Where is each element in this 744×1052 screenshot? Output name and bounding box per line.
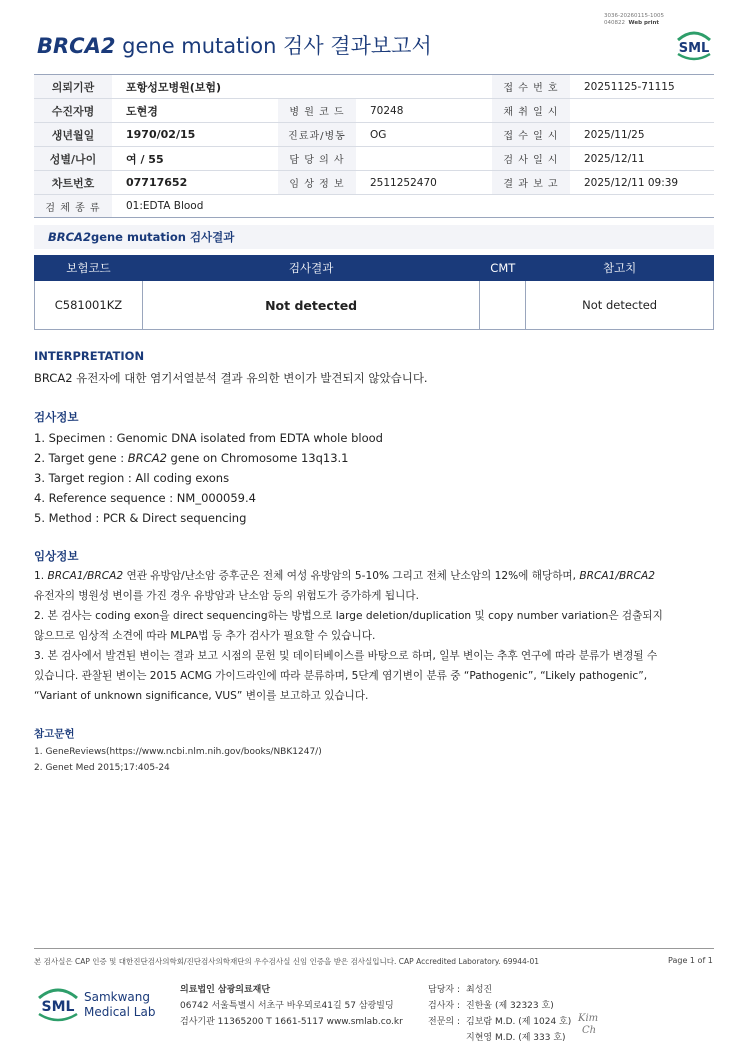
org-name: 의료법인 삼광의료재단 [180,985,271,995]
info-row [34,123,714,147]
info-label: 수진자명 [34,99,112,122]
document-code-line2: 040822 Web print [604,20,660,26]
signature-ch: Ch [582,1025,597,1036]
info-label: 결 과 보 고 [492,171,570,194]
signature [578,1013,598,1037]
list-item: 1. GeneReviews(https://www.ncbi.nlm.nih.gov/books/NBK1247/) [34,747,322,757]
info-label: 접 수 일 시 [492,123,570,146]
column-header: CMT [480,256,526,281]
staff-row: 검사자 : 진한울 (제 32323 호) [428,1001,554,1011]
clinical-heading: 임상정보 [34,549,79,563]
reference-cell: Not detected [526,281,714,330]
paragraph-line: 않으므로 임상적 소견에 따라 MLPA법 등 추가 검사가 필요할 수 있습니다. [34,630,376,642]
info-value: 여 / 55 [126,152,164,166]
paragraph-line: “Variant of unknown significance, VUS” 변이를 보고하고 있습니다. [34,690,369,702]
info-value: OG [370,128,387,141]
sml-logo [672,24,716,64]
result-section-gene: BRCA2 [48,230,91,244]
list-item: 2. Target gene : BRCA2 gene on Chromosome 13q13.1 [34,451,349,465]
info-label: 진료과/병동 [278,123,356,146]
info-label: 병 원 코 드 [278,99,356,122]
info-value: 도현경 [126,104,158,118]
list-item: 2. Genet Med 2015;17:405-24 [34,763,170,773]
info-row [34,147,714,171]
paragraph-line: 3. 본 검사에서 발견된 변이는 결과 보고 시점의 문헌 및 데이터베이스를 바탕으로 하며, 일부 변이는 추후 연구에 따라 분류가 변경될 수 [34,650,658,662]
paragraph-line: 유전자의 병원성 변이를 가진 경우 유방암과 난소암 등의 위험도가 증가하게 됩니다. [34,590,419,602]
column-header: 보험코드 [35,256,143,281]
cmt-cell [480,281,526,330]
column-header: 검사결과 [142,256,479,281]
info-value: 2511252470 [370,176,437,189]
insurance-code-cell: C581001KZ [35,281,143,330]
references-heading: 참고문헌 [34,728,75,740]
title-gene: BRCA2 [37,34,116,58]
result-table-header [35,256,714,281]
result-section-title [34,225,714,249]
specimen-value: 01:EDTA Blood [126,200,204,212]
test-info-list [34,428,383,528]
info-value: 2025/11/25 [584,128,645,141]
list-item: 1. Specimen : Genomic DNA isolated from EDTA whole blood [34,431,383,445]
result-table [34,255,714,330]
accreditation-note: 본 검사실은 CAP 인증 및 대한진단검사의학회/진단검사의학재단의 우수검사실 신임 인증을 받은 검사실입니다. CAP Accredited Laboratory. 69944-01 [34,957,540,966]
list-item: 3. Target region : All coding exons [34,471,230,485]
sml-logo-text: SML [41,999,75,1015]
info-value: 2025/12/11 [584,152,645,165]
info-label: 접 수 번 호 [492,75,570,98]
info-label: 임 상 정 보 [278,171,356,194]
document-code-line1: 3036-20260115-1005 [604,13,664,19]
document-code [604,13,664,27]
paragraph-line: 1. BRCA1/BRCA2 연관 유방암/난소암 증후군은 전체 여성 유방암의 5-10% 그리고 전체 난소암의 12%에 해당하며, BRCA1/BRCA2 [34,570,656,582]
title-rest: gene mutation 검사 결과보고서 [115,34,432,58]
info-label: 성별/나이 [34,147,112,170]
result-cell: Not detected [142,281,479,330]
info-row [34,171,714,195]
specimen-label: 검 체 종 류 [34,195,112,217]
info-value: 20251125-71115 [584,80,675,93]
org-contact: 검사기관 11365200 T 1661-5117 www.smlab.co.kr [180,1017,403,1027]
result-section-rest: gene mutation 검사결과 [90,230,235,244]
company-name-line1: Samkwang [84,990,150,1004]
info-label: 담 당 의 사 [278,147,356,170]
web-print-label: Web print [628,20,660,26]
clinical-text [34,566,663,706]
info-value: 1970/02/15 [126,128,196,141]
footer-divider [34,948,714,949]
interpretation-text: BRCA2 유전자에 대한 염기서열분석 결과 유의한 변이가 발견되지 않았습니다. [34,371,428,385]
info-row [34,99,714,123]
page-title [37,30,432,60]
info-label: 채 취 일 시 [492,99,570,122]
paragraph-line: 있습니다. 관찰된 변이는 2015 ACMG 가이드라인에 따라 분류하며, 5단계 염기변이 분류 중 “Pathogenic”, “Likely pathogenic”, [34,670,648,682]
sml-logo-text: SML [678,41,710,56]
info-row-specimen [34,195,714,218]
info-label: 생년월일 [34,123,112,146]
table-row [35,281,714,330]
info-value: 포항성모병원(보험) [126,80,222,94]
paragraph-line: 2. 본 검사는 coding exon을 direct sequencing하는 방법으로 large deletion/duplication 및 copy number variation은 검출되지 [34,610,663,622]
column-header: 참고치 [526,256,714,281]
staff-row: 전문의 : 김보람 M.D. (제 1024 호) [428,1017,572,1027]
samkwang-logo [36,980,158,1026]
org-address: 06742 서울특별시 서초구 바우뫼로41길 57 삼광빌딩 [180,1001,394,1011]
references-list [34,744,322,776]
page-number: Page 1 of 1 [668,956,713,965]
list-item: 5. Method : PCR & Direct sequencing [34,511,247,525]
info-value: 70248 [370,104,404,117]
info-value: 07717652 [126,176,188,189]
company-name-line2: Medical Lab [84,1005,156,1019]
info-label: 차트번호 [34,171,112,194]
patient-info-table [34,74,714,218]
interpretation-heading: INTERPRETATION [34,349,145,363]
staff-row: 지현영 M.D. (제 333 호) [466,1033,566,1043]
info-label: 의뢰기관 [34,75,112,98]
info-row [34,75,714,99]
staff-row: 담당자 : 최성진 [428,985,493,995]
signature-kim: Kim [578,1013,599,1024]
organization-info [180,982,403,1030]
staff-list [428,982,571,1046]
test-info-heading: 검사정보 [34,410,79,424]
info-value: 2025/12/11 09:39 [584,176,679,189]
info-label: 검 사 일 시 [492,147,570,170]
list-item: 4. Reference sequence : NM_000059.4 [34,491,256,505]
